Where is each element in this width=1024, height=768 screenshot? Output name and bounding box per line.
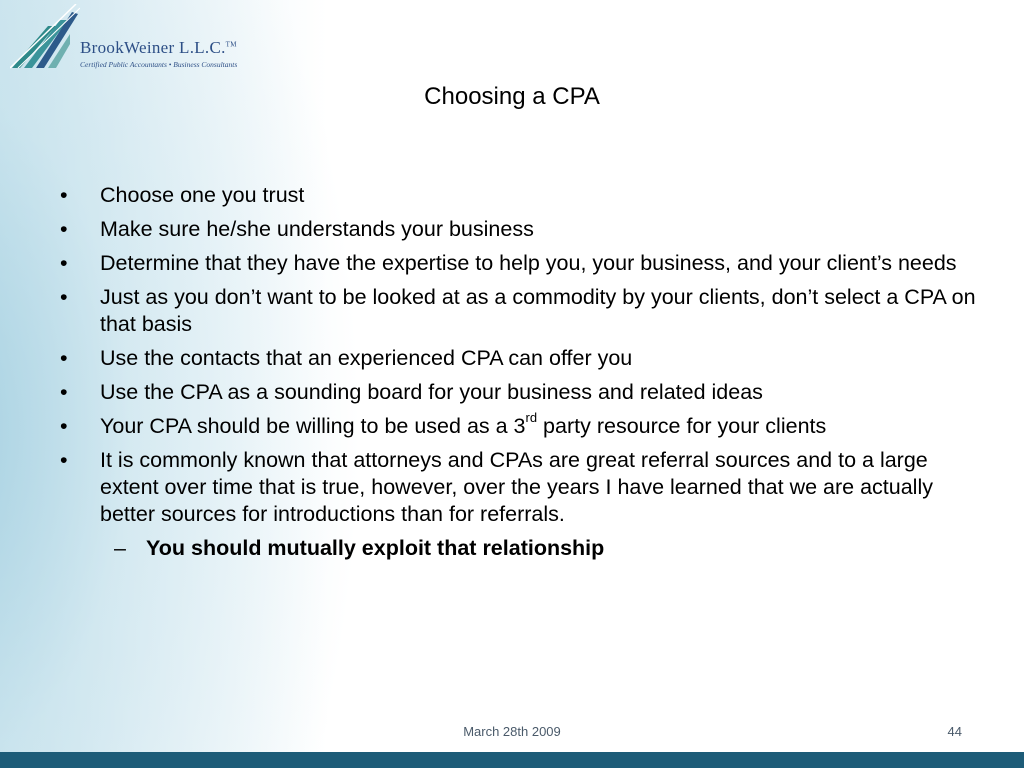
bullet-text: Use the CPA as a sounding board for your business and related ideas	[100, 380, 763, 404]
brookweiner-logo	[10, 4, 250, 74]
bullet-item	[58, 379, 978, 406]
bullet-marker: •	[60, 251, 68, 275]
logo-tagline: Certified Public Accountants • Business Consultants	[80, 60, 238, 69]
bottom-bar	[0, 752, 1024, 768]
bullet-marker: •	[60, 448, 68, 472]
bullet-item	[58, 250, 978, 277]
slide-number: 44	[947, 724, 962, 739]
bullet-item	[58, 182, 978, 209]
bullet-marker: •	[60, 346, 68, 370]
bullet-text: Choose one you trust	[100, 183, 305, 207]
bullet-text: Your CPA should be willing to be used as a 3rd party resource for your clients	[100, 409, 827, 438]
bullet-text: Just as you don’t want to be looked at as a commodity by your clients, don’t select a CPA on that basis	[100, 285, 976, 336]
sub-bullet-text: You should mutually exploit that relationship	[146, 536, 605, 560]
bullet-text: Make sure he/she understands your business	[100, 217, 534, 241]
logo-stripes-icon	[10, 4, 80, 70]
ordinal-superscript: rd	[525, 409, 538, 425]
bullet-text: It is commonly known that attorneys and CPAs are great referral sources and to a large extent over time that is true, however, over the years I have learned that we are actually better sources for introductions than for referrals.	[100, 448, 933, 526]
bullet-marker: •	[60, 285, 68, 309]
sub-bullet-item	[58, 535, 978, 562]
bullet-marker: •	[60, 380, 68, 404]
bullet-text: Determine that they have the expertise to help you, your business, and your client’s needs	[100, 251, 957, 275]
bullet-item	[58, 284, 978, 338]
sub-bullet-marker: –	[114, 536, 126, 560]
logo-name: BrookWeiner L.L.C.™	[80, 38, 237, 57]
bullet-item	[58, 345, 978, 372]
bullet-marker: •	[60, 414, 68, 438]
footer-date: March 28th 2009	[463, 724, 561, 739]
bullet-list	[58, 182, 978, 569]
bullet-marker: •	[60, 217, 68, 241]
slide-title: Choosing a CPA	[424, 83, 600, 110]
bullet-marker: •	[60, 183, 68, 207]
bullet-item	[58, 216, 978, 243]
bullet-item	[58, 409, 978, 440]
bullet-item	[58, 447, 978, 528]
bullet-text: Use the contacts that an experienced CPA can offer you	[100, 346, 633, 370]
